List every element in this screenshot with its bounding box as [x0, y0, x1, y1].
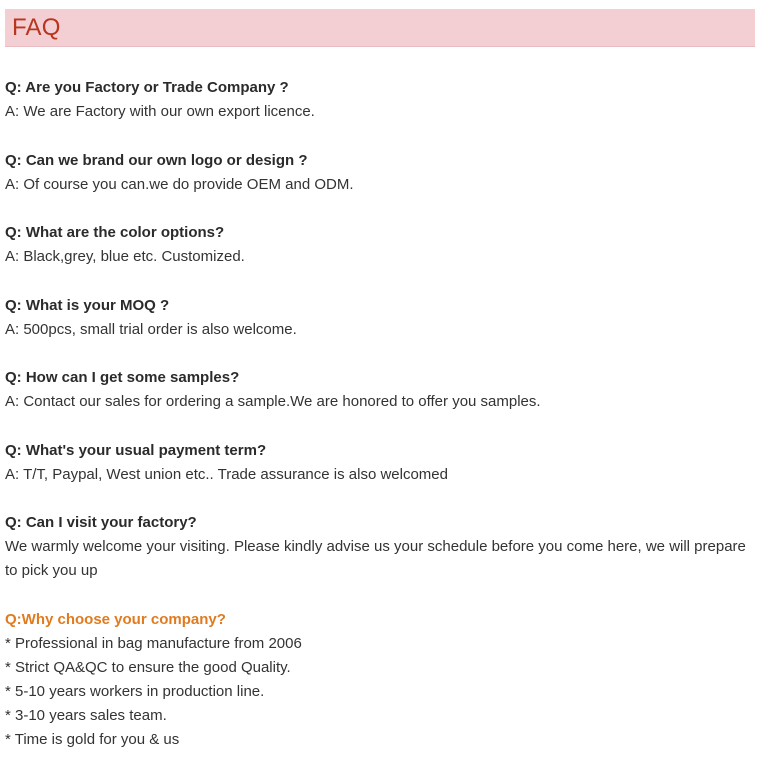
faq-question: Q: Are you Factory or Trade Company ? — [5, 79, 289, 96]
faq-item — [5, 76, 757, 124]
faq-item — [5, 294, 757, 342]
why-choose-item: * 3-10 years sales team. — [5, 707, 167, 724]
faq-answer: A: Of course you can.we do provide OEM and ODM. — [5, 175, 354, 193]
faq-title: FAQ — [12, 14, 61, 41]
faq-answer: A: We are Factory with our own export licence. — [5, 103, 315, 120]
faq-item — [5, 511, 757, 583]
faq-answer: A: Contact our sales for ordering a sample.We are honored to offer you samples. — [5, 393, 541, 410]
faq-question: Q: What is your MOQ ? — [5, 296, 170, 314]
faq-question: Q: What are the color options? — [5, 224, 225, 241]
faq-item — [5, 149, 757, 197]
faq-list — [5, 76, 757, 608]
faq-item — [5, 366, 757, 414]
faq-item — [5, 439, 757, 487]
faq-answer: A: Black,grey, blue etc. Customized. — [5, 248, 245, 265]
faq-answer: A: 500pcs, small trial order is also welcome. — [5, 320, 297, 338]
faq-header-bar — [5, 9, 755, 47]
faq-question: Q: How can I get some samples? — [5, 369, 240, 386]
faq-question: Q: What's your usual payment term? — [5, 441, 267, 459]
faq-answer: We warmly welcome your visiting. Please kindly advise us your schedule before you come here, we will prepare to pick you up — [5, 538, 746, 579]
faq-question: Q: Can I visit your factory? — [5, 514, 197, 531]
why-choose-item: * Time is gold for you & us — [5, 731, 180, 748]
why-choose-section — [5, 608, 757, 752]
why-choose-title: Q:Why choose your company? — [5, 611, 226, 628]
faq-item — [5, 221, 757, 269]
faq-answer: A: T/T, Paypal, West union etc.. Trade assurance is also welcomed — [5, 465, 448, 483]
why-choose-item: * 5-10 years workers in production line. — [5, 683, 265, 700]
why-choose-item: * Strict QA&QC to ensure the good Quality. — [5, 659, 291, 676]
why-choose-item: * Professional in bag manufacture from 2006 — [5, 635, 302, 652]
faq-question: Q: Can we brand our own logo or design ? — [5, 151, 308, 169]
